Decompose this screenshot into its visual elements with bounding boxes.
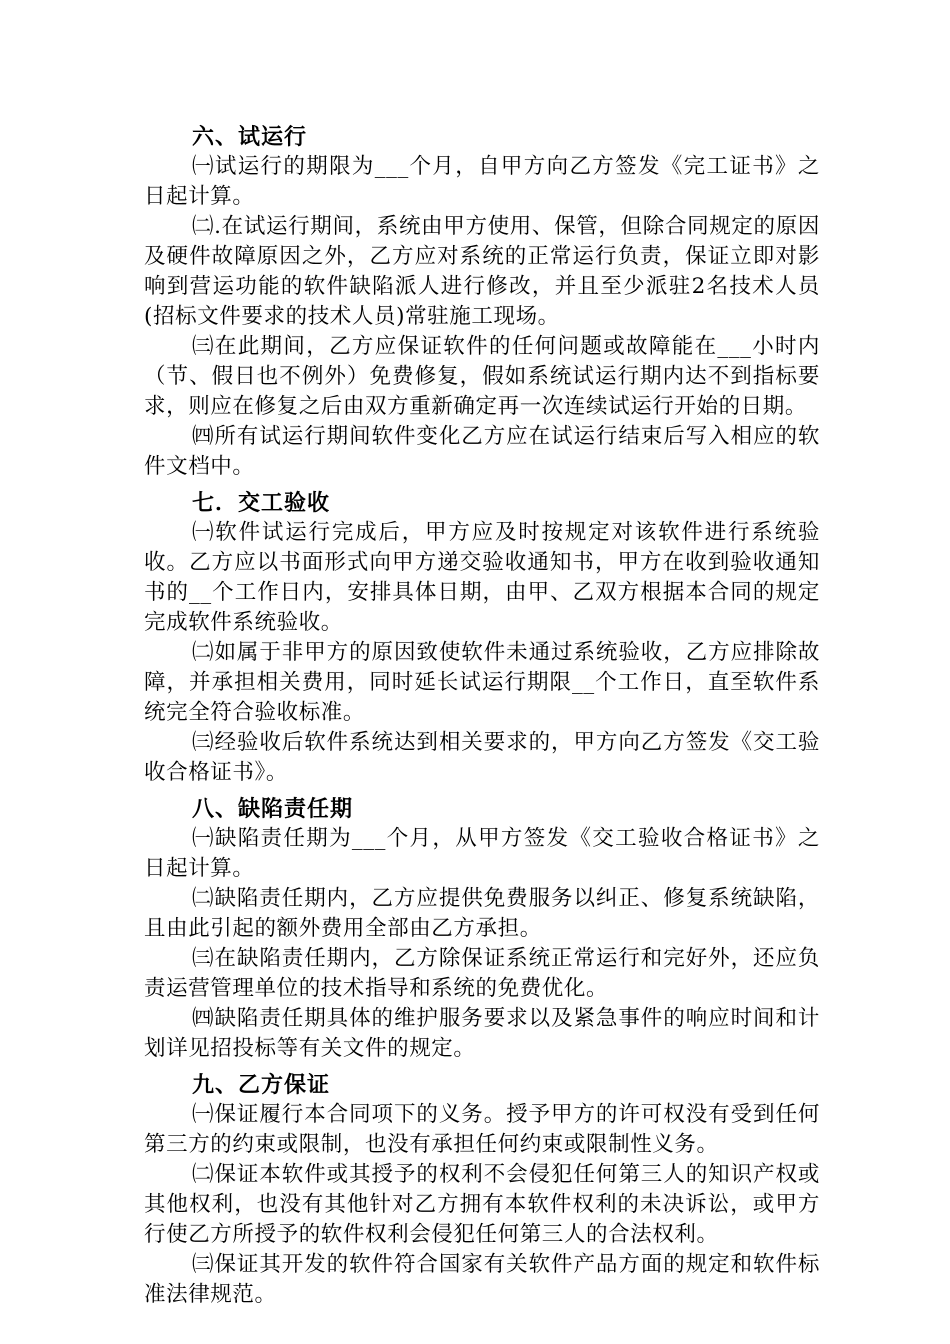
paragraph: ㈢保证其开发的软件符合国家有关软件产品方面的规定和软件标准法律规范。	[144, 1252, 820, 1307]
section-defect-liability	[144, 794, 820, 1064]
paragraph: ㈢经验收后软件系统达到相关要求的，甲方向乙方签发《交工验收合格证书》。	[144, 730, 820, 785]
paragraph: ㈡.在试运行期间，系统由甲方使用、保管，但除合同规定的原因及硬件故障原因之外，乙方应对系统的正常运行负责，保证立即对影响到营运功能的软件缺陷派人进行修改，并且至少派驻2名技术人员(招标文件要求的技术人员)常驻施工现场。	[144, 214, 820, 329]
paragraph: ㈣所有试运行期间软件变化乙方应在试运行结束后写入相应的软件文档中。	[144, 424, 820, 479]
paragraph: ㈣缺陷责任期具体的维护服务要求以及紧急事件的响应时间和计划详见招投标等有关文件的规定。	[144, 1006, 820, 1061]
paragraph: ㈠缺陷责任期为___个月，从甲方签发《交工验收合格证书》之日起计算。	[144, 826, 820, 881]
paragraph: ㈠试运行的期限为___个月，自甲方向乙方签发《完工证书》之日起计算。	[144, 154, 820, 209]
section-title: 九、乙方保证	[192, 1072, 331, 1098]
paragraph: ㈠软件试运行完成后，甲方应及时按规定对该软件进行系统验收。乙方应以书面形式向甲方递交验收通知书，甲方在收到验收通知书的__个工作日内，安排具体日期，由甲、乙双方根据本合同的规定完成软件系统验收。	[144, 520, 820, 635]
section-party-b-guarantee	[144, 1070, 820, 1310]
paragraph: ㈡缺陷责任期内，乙方应提供免费服务以纠正、修复系统缺陷，且由此引起的额外费用全部由乙方承担。	[144, 886, 820, 941]
section-handover-acceptance	[144, 488, 820, 788]
paragraph: ㈢在此期间，乙方应保证软件的任何问题或故障能在___小时内（节、假日也不例外）免费修复，假如系统试运行期内达不到指标要求，则应在修复之后由双方重新确定再一次连续试运行开始的日期。	[144, 334, 820, 419]
section-title: 七．交工验收	[192, 490, 331, 516]
section-trial-operation	[144, 122, 820, 482]
paragraph: ㈢在缺陷责任期内，乙方除保证系统正常运行和完好外，还应负责运营管理单位的技术指导和系统的免费优化。	[144, 946, 820, 1001]
document-page	[144, 122, 820, 1316]
section-title: 八、缺陷责任期	[192, 796, 354, 822]
paragraph: ㈠保证履行本合同项下的义务。授予甲方的许可权没有受到任何第三方的约束或限制，也没有承担任何约束或限制性义务。	[144, 1102, 820, 1157]
paragraph: ㈡如属于非甲方的原因致使软件未通过系统验收，乙方应排除故障，并承担相关费用，同时延长试运行期限__个工作日，直至软件系统完全符合验收标准。	[144, 640, 820, 725]
paragraph: ㈡保证本软件或其授予的权利不会侵犯任何第三人的知识产权或其他权利，也没有其他针对乙方拥有本软件权利的未决诉讼，或甲方行使乙方所授予的软件权利会侵犯任何第三人的合法权利。	[144, 1162, 820, 1247]
section-title: 六、试运行	[192, 124, 308, 150]
